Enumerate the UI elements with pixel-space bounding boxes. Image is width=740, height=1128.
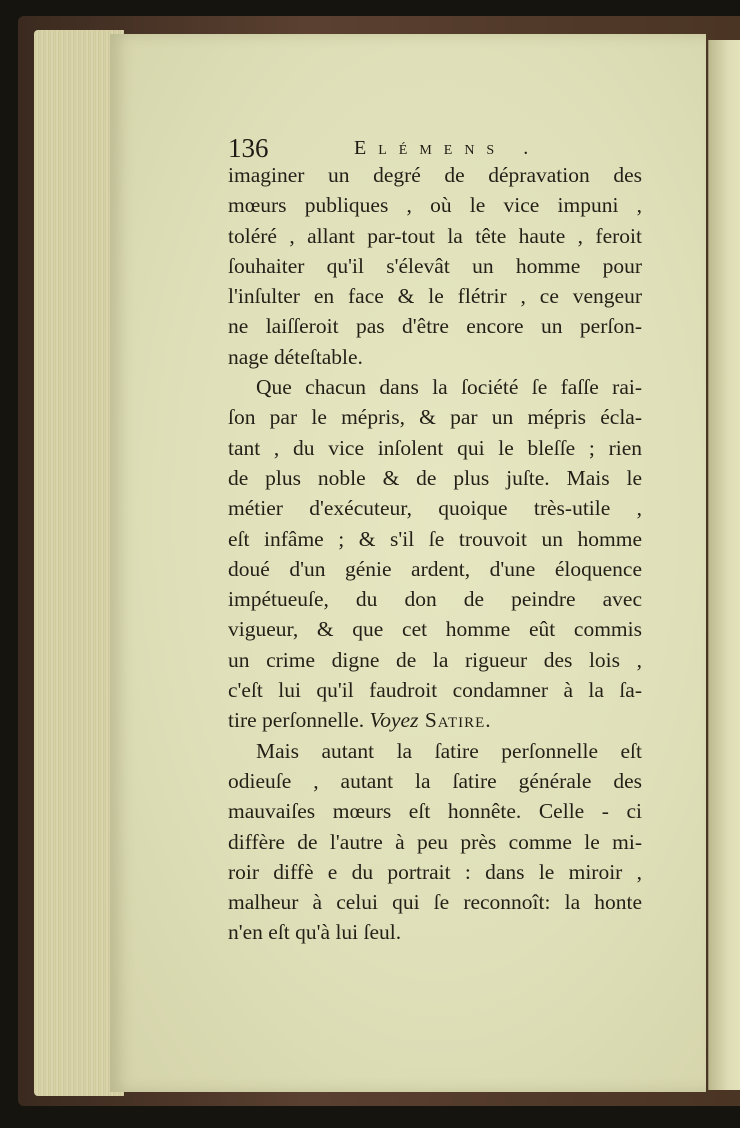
text-line: Mais autant la ſatire perſonnelle eſt [256, 738, 642, 763]
text-line: vigueur, & que cet homme eût commis [228, 617, 642, 642]
page-number: 136 [228, 133, 269, 163]
text-line: un crime digne de la rigueur des lois , [228, 647, 642, 672]
cross-reference: Satire. [418, 708, 492, 733]
italic-reference: Voyez [369, 708, 419, 733]
running-title: Elémens . [354, 137, 541, 159]
text-line: malheur à celui qui ſe reconnoît: la honte [228, 890, 642, 915]
text-line: métier d'exécuteur, quoique très-utile , [228, 496, 642, 521]
text-line: imaginer un degré de dépravation des [228, 163, 642, 187]
text-line: tant , du vice inſolent qui le bleſſe ; rien [228, 435, 642, 460]
text-line: eſt infâme ; & s'il ſe trouvoit un homme [228, 526, 642, 551]
text-line: mœurs publiques , où le vice impuni , [228, 193, 642, 218]
text-line: nage déteſtable. [228, 344, 363, 369]
text-line: impétueuſe, du don de peindre avec [228, 587, 642, 612]
text-line: toléré , allant par-tout la tête haute , feroit [228, 223, 642, 248]
text-line: odieuſe , autant la ſatire générale des [228, 768, 642, 793]
text-line: ſon par le mépris, & par un mépris écla- [228, 405, 642, 430]
text-line: roir diffè e du portrait : dans le miroir , [228, 859, 642, 884]
line-text: tire perſonnelle. [228, 708, 370, 733]
facing-page-edge [708, 40, 740, 1090]
text-line: diffère de l'autre à peu près comme le mi- [228, 829, 642, 854]
text-line [228, 705, 642, 735]
text-line: de plus noble & de plus juſte. Mais le [228, 465, 642, 490]
text-line: n'en eſt qu'à lui ſeul. [228, 920, 402, 945]
text-line: c'eſt lui qu'il faudroit condamner à la ſa- [228, 678, 642, 703]
text-line: Que chacun dans la ſociété ſe faſſe rai- [256, 375, 642, 400]
text-line: l'inſulter en face & le flétrir , ce vengeur [228, 284, 642, 309]
text-line: ne laiſſeroit pas d'être encore un perſon- [228, 314, 642, 339]
body-text [228, 160, 642, 948]
text-line: mauvaiſes mœurs eſt honnête. Celle - ci [228, 799, 642, 824]
text-line: doué d'un génie ardent, d'une éloquence [228, 556, 642, 581]
text-line: ſouhaiter qu'il s'élevât un homme pour [228, 253, 642, 278]
